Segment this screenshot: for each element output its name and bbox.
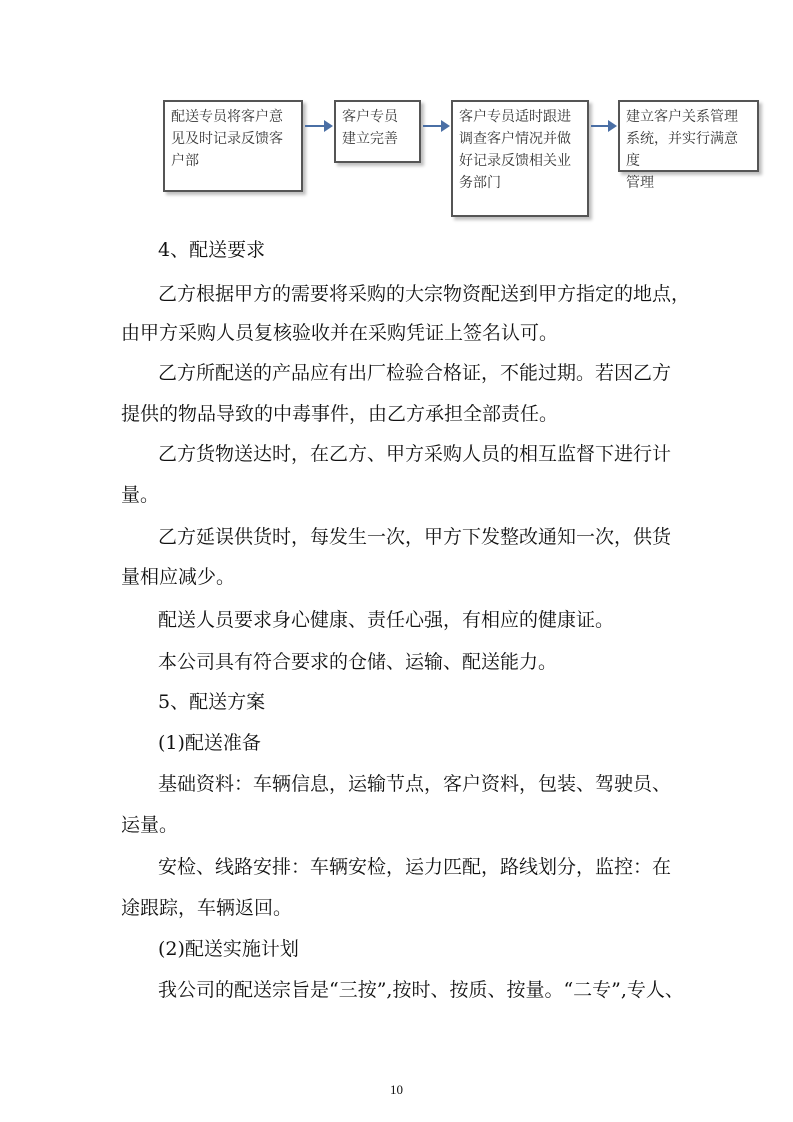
body-line: 乙方货物送达时，在乙方、甲方采购人员的相互监督下进行计 [158,443,672,465]
flow-box-4-line: 建立客户关系管理 [626,109,738,125]
flow-box-1-line: 户部 [171,153,199,169]
flow-arrow-1 [305,125,331,127]
flow-box-2-line: 客户专员 [342,109,398,125]
section-heading: 5、配送方案 [158,691,266,713]
flowchart [0,0,793,230]
flow-arrow-2 [423,125,448,127]
body-line: 量。 [121,484,160,506]
flow-box-2-line: 建立完善 [342,131,398,147]
flow-box-3-line: 调查客户情况并做 [459,131,571,147]
flow-box-3-line: 好记录反馈相关业 [459,153,571,169]
flow-box-2 [334,100,421,163]
body-line: 本公司具有符合要求的仓储、运输、配送能力。 [158,651,558,673]
body-line: 途跟踪，车辆返回。 [121,897,293,919]
flow-box-1-line: 配送专员将客户意 [171,109,283,125]
body-line: 量相应减少。 [121,566,236,588]
body-line: 乙方所配送的产品应有出厂检验合格证，不能过期。若因乙方 [158,362,672,384]
flow-box-3-line: 客户专员适时跟进 [459,109,571,125]
subsection-heading: (2)配送实施计划 [158,938,299,960]
flow-box-1 [163,100,303,192]
subsection-heading: (1)配送准备 [158,732,261,754]
body-line: 乙方延误供货时，每发生一次，甲方下发整改通知一次，供货 [158,526,672,548]
body-line: 安检、线路安排：车辆安检，运力匹配，路线划分，监控：在 [158,856,672,878]
body-line: 乙方根据甲方的需要将采购的大宗物资配送到甲方指定的地点， [158,283,691,305]
flow-box-3-line: 务部门 [459,175,501,191]
body-line: 我公司的配送宗旨是“三按”,按时、按质、按量。“二专”,专人、 [158,979,684,1001]
flow-box-4-line: 管理 [626,175,654,191]
body-line: 配送人员要求身心健康、责任心强，有相应的健康证。 [158,609,615,631]
page-number: 10 [390,1082,403,1097]
flow-box-4-line: 系统，并实行满意度 [626,131,738,169]
body-line: 提供的物品导致的中毒事件，由乙方承担全部责任。 [121,403,559,425]
flow-box-1-line: 见及时记录反馈客 [171,131,283,147]
body-line: 运量。 [121,814,179,836]
flow-box-4 [618,100,759,191]
flow-box-3 [451,100,589,217]
section-heading: 4、配送要求 [158,239,266,261]
flow-arrow-3 [591,125,615,127]
body-line: 由甲方采购人员复核验收并在采购凭证上签名认可。 [121,322,559,344]
body-line: 基础资料：车辆信息，运输节点，客户资料，包装、驾驶员、 [158,773,672,795]
